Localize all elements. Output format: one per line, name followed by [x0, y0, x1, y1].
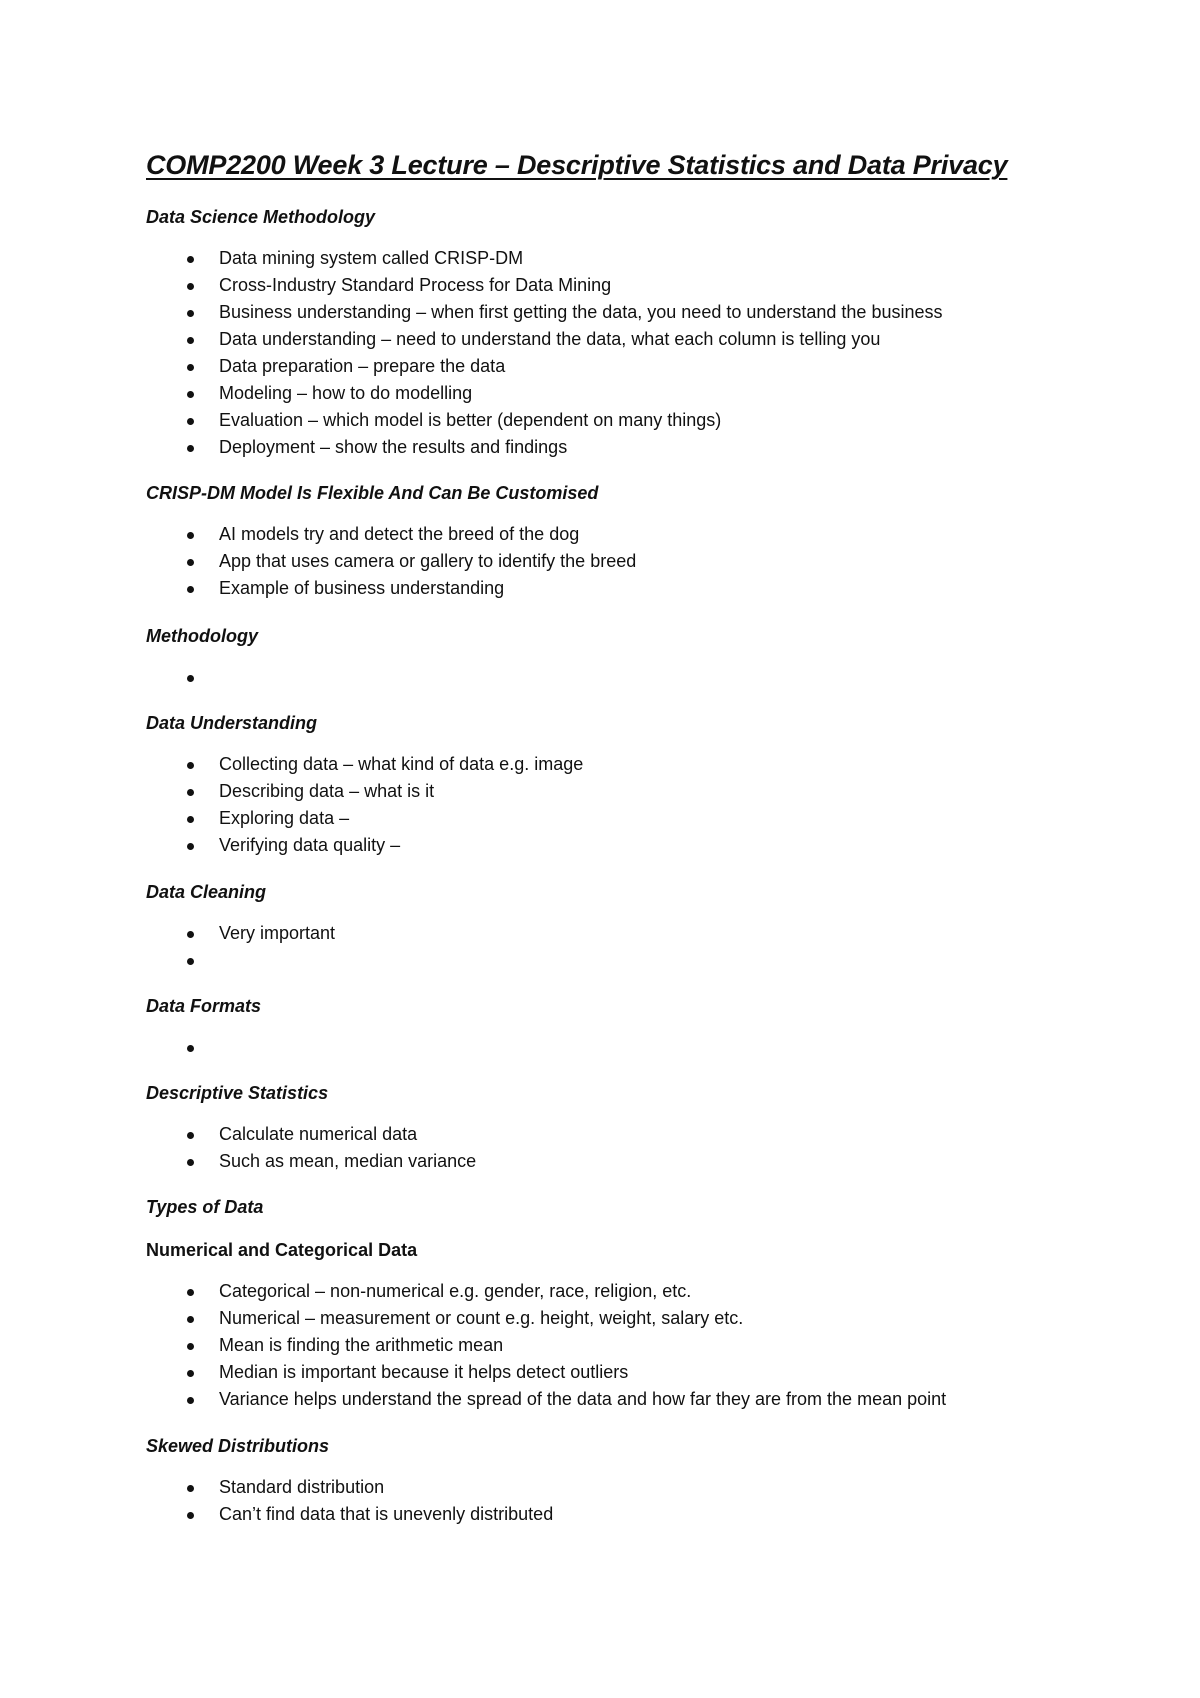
- section-heading: Descriptive Statistics: [146, 1083, 329, 1103]
- list-item: [146, 1305, 1106, 1332]
- list-item-text: Modeling – how to do modelling: [219, 383, 473, 403]
- bullet-list: [146, 521, 1106, 602]
- bullet-list: [146, 751, 1106, 859]
- section-types-of-data: [146, 1195, 1106, 1219]
- list-item-text: Mean is finding the arithmetic mean: [219, 1335, 504, 1355]
- bullet-icon: [187, 391, 194, 398]
- list-item-text: Deployment – show the results and findings: [219, 437, 568, 457]
- list-item-text: Data preparation – prepare the data: [219, 356, 506, 376]
- section-data-science-methodology: [146, 205, 1106, 457]
- bullet-icon: [187, 958, 194, 965]
- section-descriptive-statistics: [146, 1081, 1106, 1171]
- section-data-formats: [146, 994, 1106, 1018]
- list-item-text: Median is important because it helps detect outliers: [219, 1362, 629, 1382]
- bullet-icon: [187, 931, 194, 938]
- bullet-list: [146, 1474, 1106, 1528]
- bullet-icon: [187, 816, 194, 823]
- list-item: [146, 299, 1106, 326]
- list-item: [146, 1501, 1106, 1528]
- list-item-text: Business understanding – when first getting the data, you need to understand the business: [219, 302, 943, 322]
- list-item: [146, 832, 1106, 859]
- list-item-text: Evaluation – which model is better (dependent on many things): [219, 410, 722, 430]
- list-item: [146, 1386, 1106, 1413]
- section-numerical-categorical: [146, 1238, 1106, 1409]
- list-item-text: App that uses camera or gallery to identify the breed: [219, 551, 637, 571]
- section-heading: Data Cleaning: [146, 882, 267, 902]
- bullet-icon: [187, 1316, 194, 1323]
- section-heading: Types of Data: [146, 1197, 264, 1217]
- list-item-text: Variance helps understand the spread of the data and how far they are from the mean point: [219, 1389, 947, 1409]
- bullet-list: [146, 1121, 1106, 1175]
- list-item: [146, 380, 1106, 407]
- list-item: [146, 1474, 1106, 1501]
- list-item: [146, 778, 1106, 805]
- list-item-text: Can’t find data that is unevenly distributed: [219, 1504, 554, 1524]
- document-title: COMP2200 Week 3 Lecture – Descriptive Statistics and Data Privacy: [146, 150, 1008, 180]
- section-heading: Numerical and Categorical Data: [146, 1240, 418, 1260]
- bullet-icon: [187, 1159, 194, 1166]
- list-item: [146, 947, 1106, 974]
- bullet-icon: [187, 675, 194, 682]
- list-item-text: Example of business understanding: [219, 578, 505, 598]
- list-item: [146, 1121, 1106, 1148]
- section-heading: Data Formats: [146, 996, 262, 1016]
- section-heading: Skewed Distributions: [146, 1436, 330, 1456]
- bullet-icon: [187, 1512, 194, 1519]
- list-item: [146, 1359, 1106, 1386]
- bullet-icon: [187, 586, 194, 593]
- bullet-icon: [187, 1045, 194, 1052]
- section-heading: Data Understanding: [146, 713, 318, 733]
- list-item-text: Numerical – measurement or count e.g. height, weight, salary etc.: [219, 1308, 744, 1328]
- list-item-text: Exploring data –: [219, 808, 350, 828]
- bullet-icon: [187, 283, 194, 290]
- list-item: [146, 1332, 1106, 1359]
- list-item: [146, 1148, 1106, 1175]
- section-data-understanding: [146, 711, 1106, 855]
- bullet-list: [146, 664, 1106, 691]
- bullet-icon: [187, 789, 194, 796]
- list-item: [146, 245, 1106, 272]
- list-item-text: Calculate numerical data: [219, 1124, 418, 1144]
- bullet-icon: [187, 418, 194, 425]
- list-item-text: Standard distribution: [219, 1477, 385, 1497]
- bullet-list: [146, 1278, 1106, 1413]
- list-item: [146, 326, 1106, 353]
- bullet-icon: [187, 1132, 194, 1139]
- list-item: [146, 353, 1106, 380]
- bullet-icon: [187, 310, 194, 317]
- bullet-icon: [187, 1485, 194, 1492]
- bullet-icon: [187, 337, 194, 344]
- bullet-icon: [187, 1370, 194, 1377]
- list-item: [146, 575, 1106, 602]
- list-item-text: Such as mean, median variance: [219, 1151, 477, 1171]
- bullet-icon: [187, 1289, 194, 1296]
- list-item: [146, 407, 1106, 434]
- list-item: [146, 434, 1106, 461]
- list-item: [146, 1278, 1106, 1305]
- list-item-text: Very important: [219, 923, 336, 943]
- bullet-icon: [187, 559, 194, 566]
- list-item-text: Describing data – what is it: [219, 781, 435, 801]
- bullet-icon: [187, 762, 194, 769]
- list-item: [146, 920, 1106, 947]
- list-item: [146, 272, 1106, 299]
- list-item-text: Verifying data quality –: [219, 835, 401, 855]
- bullet-list: [146, 920, 1106, 974]
- section-data-cleaning: [146, 880, 1106, 943]
- bullet-icon: [187, 445, 194, 452]
- bullet-icon: [187, 1397, 194, 1404]
- list-item: [146, 751, 1106, 778]
- list-item: [146, 1034, 1106, 1061]
- section-crisp-dm-flexible: [146, 481, 1106, 598]
- list-item-text: Data mining system called CRISP-DM: [219, 248, 524, 268]
- list-item: [146, 664, 1106, 691]
- list-item: [146, 521, 1106, 548]
- list-item-text: Cross-Industry Standard Process for Data Mining: [219, 275, 612, 295]
- section-heading: Methodology: [146, 626, 258, 646]
- list-item: [146, 548, 1106, 575]
- list-item-text: AI models try and detect the breed of the dog: [219, 524, 580, 544]
- bullet-icon: [187, 532, 194, 539]
- section-heading: Data Science Methodology: [146, 207, 376, 227]
- section-heading: CRISP-DM Model Is Flexible And Can Be Customised: [146, 483, 599, 503]
- list-item-text: Data understanding – need to understand the data, what each column is telling you: [219, 329, 881, 349]
- bullet-list: [146, 245, 1106, 461]
- section-skewed-distributions: [146, 1434, 1106, 1524]
- bullet-icon: [187, 256, 194, 263]
- bullet-icon: [187, 364, 194, 371]
- bullet-list: [146, 1034, 1106, 1061]
- list-item-text: Categorical – non-numerical e.g. gender, race, religion, etc.: [219, 1281, 692, 1301]
- list-item-text: Collecting data – what kind of data e.g. image: [219, 754, 584, 774]
- section-methodology: [146, 624, 1106, 648]
- list-item: [146, 805, 1106, 832]
- bullet-icon: [187, 1343, 194, 1350]
- bullet-icon: [187, 843, 194, 850]
